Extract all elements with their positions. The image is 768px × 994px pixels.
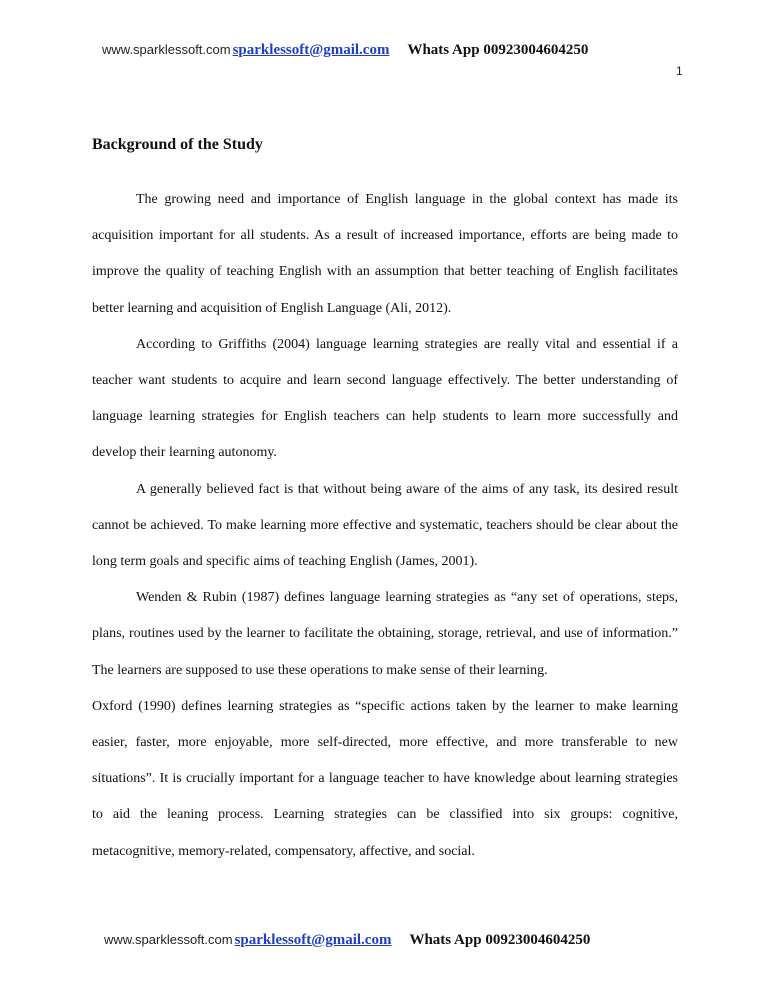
page-number: 1: [676, 64, 683, 78]
document-body: [92, 130, 678, 870]
footer-whatsapp-contact: Whats App 00923004604250: [409, 932, 591, 948]
page-footer: [104, 932, 590, 949]
paragraph-1: The growing need and importance of English language in the global context has made its acquisition important for all students. As a result of increased importance, efforts are being made to improve the quality of teaching English with an assumption that better teaching of English facilitates better learning and acquisition of English Language (Ali, 2012).: [92, 192, 678, 316]
page-header: [102, 42, 588, 59]
header-email-link[interactable]: sparklessoft@gmail.com: [232, 42, 390, 58]
header-site-link[interactable]: www.sparklessoft.com: [102, 42, 231, 57]
footer-site-link[interactable]: www.sparklessoft.com: [104, 932, 233, 947]
paragraph-3: A generally believed fact is that without being aware of the aims of any task, its desired result cannot be achieved. To make learning more effective and systematic, teachers should be clear about the long term goals and specific aims of teaching English (James, 2001).: [92, 481, 678, 570]
footer-email-link[interactable]: sparklessoft@gmail.com: [234, 932, 392, 948]
section-heading: Background of the Study: [92, 136, 263, 153]
paragraph-2: According to Griffiths (2004) language learning strategies are really vital and essential if a teacher want students to acquire and learn second language effectively. The better understanding of language learning strategies for English teachers can help students to learn more successfully and develop their learning autonomy.: [92, 336, 678, 461]
header-whatsapp-contact: Whats App 00923004604250: [407, 42, 589, 58]
paragraph-5: Oxford (1990) defines learning strategies as “specific actions taken by the learner to make learning easier, faster, more enjoyable, more self-directed, more effective, and more transferable to new situations”. It is crucially important for a language teacher to have knowledge about learning strategies to aid the leaning process. Learning strategies can be classified into six groups: cognitive, metacognitive, memory-related, compensatory, affective, and social.: [92, 698, 678, 859]
paragraph-4: Wenden & Rubin (1987) defines language learning strategies as “any set of operations, steps, plans, routines used by the learner to facilitate the obtaining, storage, retrieval, and use of information.” The learners are supposed to use these operations to make sense of their learning.: [92, 590, 678, 678]
